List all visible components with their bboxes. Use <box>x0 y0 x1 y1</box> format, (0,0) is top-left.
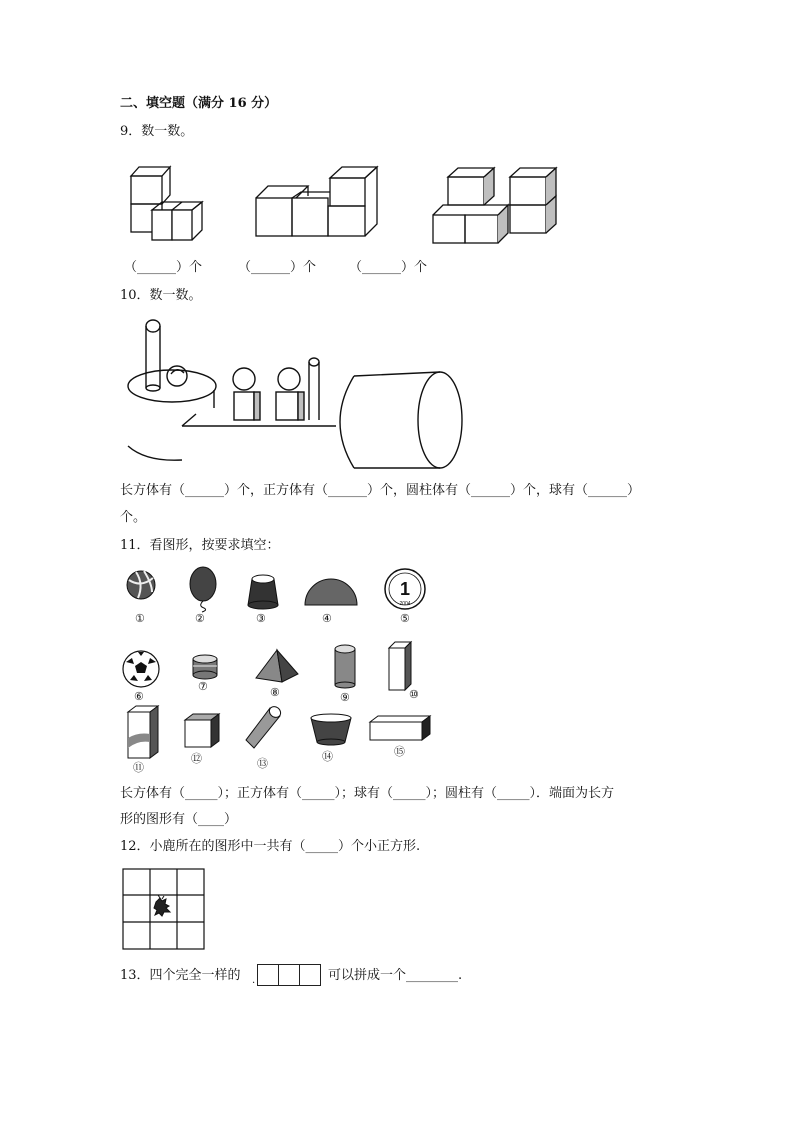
shape-2-balloon <box>188 566 218 612</box>
q11-title: 11．看图形，按要求填空： <box>120 538 280 553</box>
shape-9-tall-cylinder <box>333 644 357 690</box>
deer-icon <box>154 895 170 916</box>
label-12: ⑫ <box>191 752 202 765</box>
shape-1-ball <box>126 570 156 612</box>
q9-figure-2 <box>253 166 381 240</box>
q10-title: 10．数一数。 <box>120 288 202 303</box>
shape-15-flat-box <box>368 714 432 744</box>
strip-cell <box>258 965 279 985</box>
shape-3-frustum <box>246 573 280 611</box>
q11-answer-line2[interactable]: 形的图形有（____） <box>120 812 238 827</box>
q9-answer-1[interactable]: （______）个 <box>124 260 203 275</box>
q9-figure-3 <box>432 167 560 245</box>
label-8: ⑧ <box>270 686 280 699</box>
q9-figure-1 <box>128 162 208 244</box>
shape-8-pyramid <box>254 648 300 684</box>
q13-dot: . <box>252 975 256 986</box>
shape-11-carton <box>124 704 160 760</box>
label-3: ③ <box>256 612 266 625</box>
shape-4-half-disc <box>303 575 359 607</box>
label-10: ⑩ <box>409 688 419 701</box>
q13-strip-shape <box>257 964 321 986</box>
shape-12-cube <box>183 712 221 750</box>
label-11: ⑪ <box>133 761 144 774</box>
strip-cell <box>300 965 320 985</box>
label-2: ② <box>195 612 205 625</box>
label-15: ⑮ <box>394 745 405 758</box>
q10-answer-line2: 个。 <box>120 510 147 525</box>
label-1: ① <box>135 612 145 625</box>
q11-answer-line[interactable]: 长方体有（_____）；正方体有（_____）；球有（_____）；圆柱有（_____）．端面为长方 <box>120 786 615 801</box>
section-title: 二、填空题（满分 16 分） <box>120 96 278 111</box>
shape-7-short-cylinder <box>190 654 220 680</box>
label-5: ⑤ <box>400 612 410 625</box>
label-14: ⑭ <box>322 750 333 763</box>
q10-answer-line[interactable]: 长方体有（______）个，正方体有（______）个，圆柱体有（______）个，球有（______） <box>120 483 641 498</box>
q9-answer-2[interactable]: （______）个 <box>238 260 317 275</box>
coin-value: 1 <box>399 579 411 599</box>
q9-answer-3[interactable]: （______）个 <box>349 260 428 275</box>
coin-year: 2004 <box>399 601 411 607</box>
q13-prefix: 13．四个完全一样的 <box>120 968 241 983</box>
q9-title: 9．数一数。 <box>120 124 194 139</box>
shape-6-soccer-ball <box>122 650 160 688</box>
q13-suffix[interactable]: 可以拼成一个________. <box>328 968 463 983</box>
shape-10-box <box>387 640 413 692</box>
label-4: ④ <box>322 612 332 625</box>
shape-14-frustum <box>305 712 357 748</box>
label-6: ⑥ <box>134 690 144 703</box>
label-9: ⑨ <box>340 691 350 704</box>
q10-figure <box>126 316 466 472</box>
shape-13-tilted-cylinder <box>240 704 286 754</box>
label-7: ⑦ <box>198 680 208 693</box>
label-13: ⑬ <box>257 757 268 770</box>
q12-grid <box>122 868 206 950</box>
shape-5-coin <box>384 568 426 610</box>
strip-cell <box>279 965 300 985</box>
q12-title[interactable]: 12．小鹿所在的图形中一共有（_____）个小正方形. <box>120 839 421 854</box>
